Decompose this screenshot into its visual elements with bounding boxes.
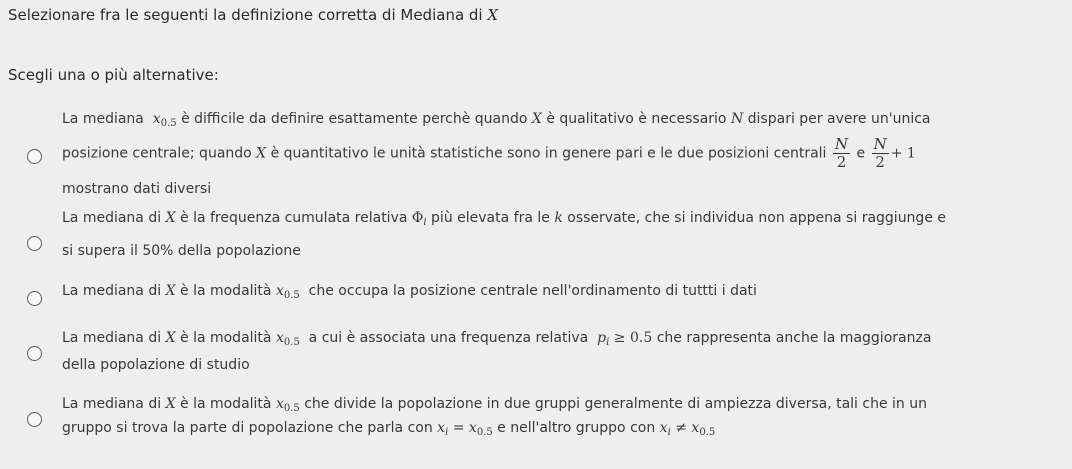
option-4-line-2: della popolazione di studio xyxy=(62,357,250,373)
option-4-radio[interactable] xyxy=(27,346,42,361)
question-title-variable: X xyxy=(487,6,499,24)
option-1-radio[interactable] xyxy=(27,149,42,164)
option-5-line-1: La mediana di X è la modalità $x_{0.5}$ che divide la popolazione in due gruppi generalmente di ampiezza diversa, tali che in un xyxy=(62,396,927,414)
fraction-n-over-2-plus-1: $\frac{N}{2}$ xyxy=(873,135,887,171)
option-2-line-1: La mediana di X è la frequenza cumulata relativa $\Phi_i$ più elevata fra le k osservate, che si individua non appena si raggiunge e xyxy=(62,210,946,228)
option-3-radio[interactable] xyxy=(27,291,42,306)
option-1-line-3: mostrano dati diversi xyxy=(62,181,212,197)
option-3-line-1: La mediana di X è la modalità $x_{0.5}$ che occupa la posizione centrale nell'ordinamento di tuttti i dati xyxy=(62,283,757,301)
option-2-line-2: si supera il 50% della popolazione xyxy=(62,243,301,259)
question-title xyxy=(8,6,498,24)
option-5-line-2: gruppo si trova la parte di popolazione che parla con $x_i = x_{0.5}$ e nell'altro gruppo con $x_i \ne x_{0.5}$ xyxy=(62,420,716,438)
option-5-radio[interactable] xyxy=(27,412,42,427)
option-2-radio[interactable] xyxy=(27,236,42,251)
question-title-text: Selezionare fra le seguenti la definizione corretta di Mediana di xyxy=(8,6,483,24)
option-1-line-1: La mediana $x_{0.5}$ è difficile da definire esattamente perchè quando X è qualitativo è necessario N dispari per avere un'unica xyxy=(62,111,931,129)
fraction-n-over-2: $\frac{N}{2}$ xyxy=(834,135,849,171)
option-1-line-2: posizione centrale; quando X è quantitativo le unità statistiche sono in genere pari e le due posizioni centrali $\frac{N}{2}$ e $\frac{N}{2}$ + 1 xyxy=(62,135,916,171)
choice-instruction: Scegli una o più alternative: xyxy=(8,66,219,84)
option-4-line-1: La mediana di X è la modalità $x_{0.5}$ a cui è associata una frequenza relativa $p_i \ge 0.5$ che rappresenta anche la maggioranza xyxy=(62,330,932,348)
